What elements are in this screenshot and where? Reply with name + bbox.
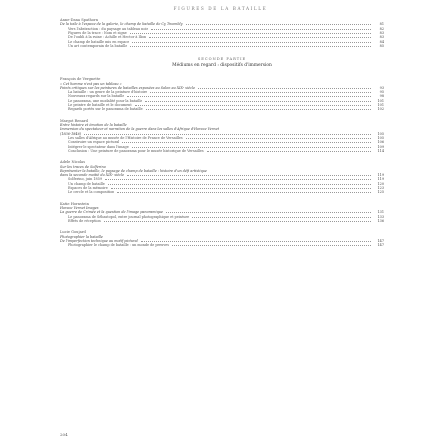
- toc-subentry: [60, 243, 384, 247]
- dot-leader: [186, 138, 371, 139]
- dot-leader: [192, 217, 371, 218]
- entry-title: Vers l'abstraction : du paysage au tableau noir: [68, 26, 149, 31]
- entry-page-number: 131: [377, 210, 384, 215]
- dot-leader: [132, 147, 371, 148]
- entry-page-number: 83: [379, 35, 384, 40]
- entry-title: Effets de réception: [68, 218, 101, 223]
- dot-leader: [111, 188, 371, 189]
- dot-leader: [149, 37, 371, 38]
- entry-title: Photographier la bataille: [60, 234, 103, 239]
- dot-leader: [166, 212, 371, 213]
- dot-leader: [130, 46, 371, 47]
- dot-leader: [151, 29, 371, 30]
- entry-title: Espaces de la mémoire: [68, 186, 108, 191]
- entry-page-number: 119: [377, 177, 384, 182]
- entry-title: Le champ de bataille mis en espace: [68, 39, 130, 44]
- entry-page-number: 119: [377, 173, 384, 178]
- author-name: François de Vergnette: [60, 77, 101, 82]
- running-head: FIGURES DE LA BATAILLE: [173, 6, 268, 11]
- entry-page-number: 85: [379, 43, 384, 48]
- author-name: Lucie Goujard: [60, 230, 86, 235]
- entry-title: Intégrer le spectateur dans l'image: [68, 144, 129, 149]
- entry-page-number: 83: [379, 31, 384, 35]
- entry-title: La bataille : un genre de la peinture d'histoire: [68, 90, 148, 95]
- toc-subentry: [60, 219, 384, 223]
- entry-page-number: 105: [377, 135, 384, 140]
- entry-page-number: 120: [377, 181, 384, 186]
- entry-page-number: 93: [379, 85, 384, 90]
- dot-leader: [135, 105, 371, 106]
- entry-title: Nouveaux regards sur la bataille: [68, 94, 125, 99]
- toc-section: [60, 119, 384, 153]
- entry-title: Figures de la trace : Nom et signe: [68, 31, 127, 35]
- entry-page-number: 81: [379, 22, 384, 27]
- toc-section-part-one-tail: [60, 18, 384, 48]
- dot-leader: [132, 42, 371, 43]
- entry-page-number: 147: [377, 243, 384, 248]
- entry-title: Photographier le champ de bataille : un monde de preuves: [68, 243, 170, 248]
- entry-page-number: 109: [377, 144, 384, 149]
- entry-title: Points critiques sur les peintures de batailles exposées au Salon au XIXᵉ siècle: [60, 85, 196, 90]
- author-name: Katie Hornstein: [60, 201, 89, 206]
- entry-title: Le peintre de bataille et le document: [68, 103, 132, 108]
- dot-leader: [146, 109, 371, 110]
- entry-page-number: 136: [377, 218, 384, 223]
- entry-page-number: 123: [377, 186, 384, 191]
- dot-leader: [130, 33, 371, 34]
- entry-title: De la toile à l'espace de la galerie, le champ de bataille de Cy Twombly: [60, 22, 183, 27]
- entry-page-number: 125: [377, 190, 384, 195]
- toc-section: [60, 230, 384, 247]
- entry-page-number: 84: [379, 39, 384, 44]
- dot-leader: [145, 101, 371, 102]
- entry-title: (1836-1846): [60, 131, 82, 136]
- entry-page-number: 114: [377, 148, 384, 153]
- entry-title: Immersion du spectateur et narration de la guerre dans les salles d'Afrique d'Horace Vernet: [60, 127, 219, 132]
- author-name: Margot Renard: [60, 118, 88, 123]
- entry-page-number: 98: [379, 94, 384, 99]
- toc-subentry: [60, 190, 384, 194]
- entry-page-number: 101: [377, 103, 384, 108]
- entry-page-number: 102: [377, 107, 384, 112]
- dot-leader: [84, 134, 371, 135]
- toc-section: [60, 77, 384, 111]
- dot-leader: [141, 241, 371, 242]
- entry-title: Les salles d'Afrique au musée de l'Histoire de France de Versailles: [68, 135, 183, 140]
- entry-page-number: 106: [377, 140, 384, 145]
- entry-title: Construire un espace pictural: [68, 140, 120, 145]
- entry-page-number: 101: [377, 98, 384, 103]
- dot-leader: [108, 184, 371, 185]
- page-number: 204: [60, 432, 68, 437]
- entry-title: Horace Vernet Images: [60, 206, 99, 211]
- entry-title: Solferino, juin 1859: [68, 177, 103, 182]
- entry-title: Sur les traces de Solferino: [60, 164, 106, 169]
- dot-leader: [172, 245, 371, 246]
- author-name: Anne-Dana Spathorn: [60, 18, 99, 22]
- toc-subentry: [60, 44, 384, 48]
- entry-title: De l'oubli à la ruine : Achille et Hector à Ilion: [68, 35, 147, 40]
- entry-title: dans la seconde moitié du XIXᵉ siècle: [60, 173, 125, 178]
- entry-title: Conclusion : Une peinture de panorama pour le musée historique de Versailles: [68, 148, 204, 153]
- dot-leader: [122, 142, 371, 143]
- toc-sections: [60, 77, 384, 247]
- entry-title: Un champ de bataille: [68, 181, 105, 186]
- entry-title: Représenter la bataille, le paysage de champ de bataille : histoire d'un défi artistique: [60, 168, 207, 173]
- entry-title: Entre histoire et émotion de la bataille: [60, 123, 127, 128]
- part-heading: [60, 57, 384, 68]
- entry-page-number: 95: [379, 90, 384, 95]
- toc-subentry: [60, 107, 384, 111]
- entry-page-number: 133: [377, 214, 384, 219]
- dot-leader: [198, 88, 371, 89]
- entry-title: De l'imperfection technique au motif pictural: [60, 238, 138, 243]
- entry-page-number: 147: [377, 238, 384, 243]
- entry-title: Le panorama de Sébastopol, entre journal photographique et peinture: [68, 214, 190, 219]
- entry-title: Un art contemporain de la bataille: [68, 43, 128, 48]
- dot-leader: [105, 179, 371, 180]
- author-name: Adele Nicolas: [60, 160, 86, 165]
- entry-title: La guerre de Crimée et la question de l'image panoramique: [60, 210, 163, 215]
- toc-section: [60, 202, 384, 224]
- dot-leader: [117, 192, 371, 193]
- dot-leader: [127, 175, 371, 176]
- dot-leader: [207, 151, 371, 152]
- entry-title: Regards portés sur le panorama de bataille: [68, 107, 143, 112]
- toc-content: [60, 18, 384, 255]
- dot-leader: [104, 221, 371, 222]
- dot-leader: [127, 96, 371, 97]
- part-title: Médiums en regard : dispositifs d'immersion: [172, 63, 272, 69]
- part-label: SECONDE PARTIE: [197, 57, 247, 62]
- entry-title: « Cet homme n'est pas un tableau »: [60, 81, 122, 86]
- entry-title: Le panorama, une modalité pour la bataille: [68, 98, 143, 103]
- entry-page-number: 105: [377, 131, 384, 136]
- toc-section: [60, 160, 384, 194]
- entry-title: Le cercle et la composition: [68, 190, 115, 195]
- entry-page-number: 82: [379, 26, 384, 31]
- toc-subentry: [60, 149, 384, 153]
- dot-leader: [186, 24, 372, 25]
- dot-leader: [150, 92, 371, 93]
